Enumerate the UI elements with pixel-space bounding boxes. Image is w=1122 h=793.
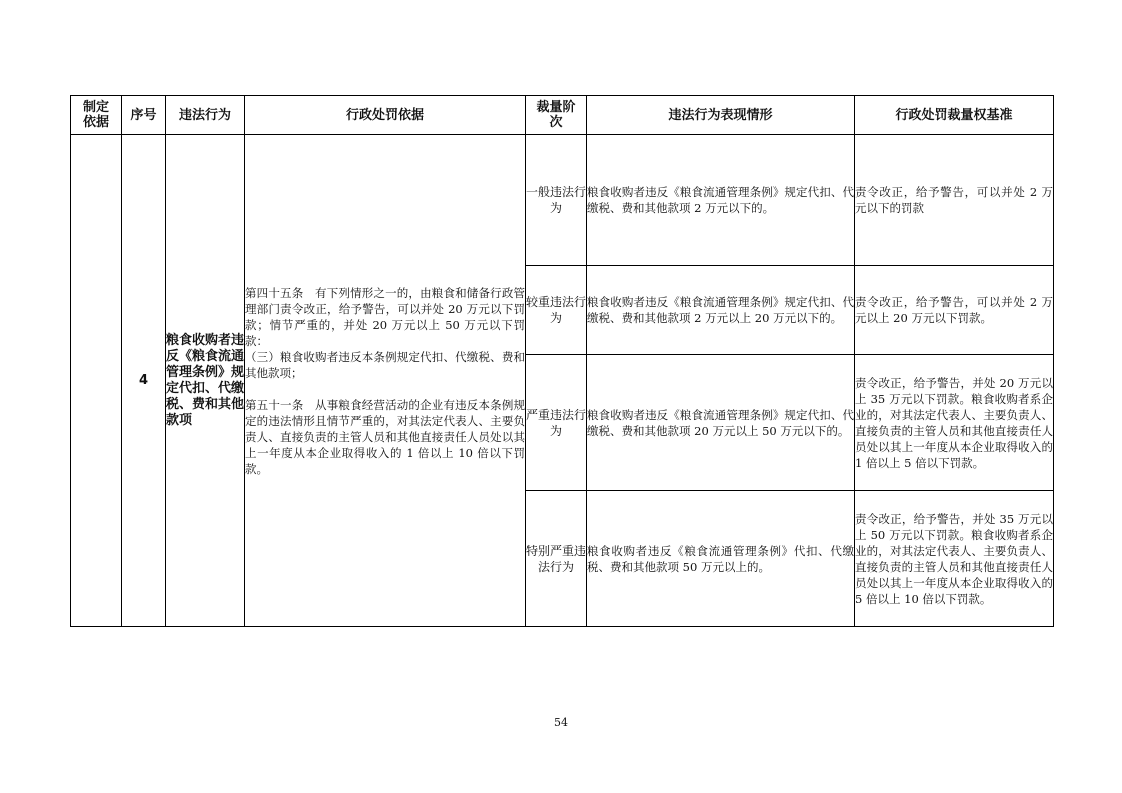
cell-level: 严重违法行为 bbox=[526, 355, 587, 491]
header-level: 裁量阶次 bbox=[526, 96, 587, 135]
cell-legal-basis bbox=[245, 135, 526, 627]
cell-standard: 责令改正，给予警告，可以并处 2 万元以下的罚款 bbox=[855, 135, 1054, 266]
header-row bbox=[71, 96, 1054, 135]
cell-standard: 责令改正，给予警告，并处 20 万元以上 35 万元以下罚款。粮食收购者系企业的，对其法定代表人、主要负责人、直接负责的主管人员和其他直接责任人员处以其上一年度从本企业取得收入的 1 倍以上 5 倍以下罚款。 bbox=[855, 355, 1054, 491]
cell-standard: 责令改正，给予警告，可以并处 2 万元以上 20 万元以下罚款。 bbox=[855, 266, 1054, 355]
cell-situation: 粮食收购者违反《粮食流通管理条例》规定代扣、代缴税、费和其他款项 20 万元以上 50 万元以下的。 bbox=[587, 355, 855, 491]
cell-level: 较重违法行为 bbox=[526, 266, 587, 355]
cell-violation: 粮食收购者违反《粮食流通管理条例》规定代扣、代缴税、费和其他款项 bbox=[166, 135, 245, 627]
header-violation: 违法行为 bbox=[166, 96, 245, 135]
header-standard: 行政处罚裁量权基准 bbox=[855, 96, 1054, 135]
cell-level: 一般违法行为 bbox=[526, 135, 587, 266]
penalty-discretion-table bbox=[70, 95, 1054, 627]
table-row bbox=[71, 135, 1054, 266]
cell-serial-number: 4 bbox=[122, 135, 166, 627]
cell-basis bbox=[71, 135, 122, 627]
page-number: 54 bbox=[554, 716, 568, 729]
header-legal-basis: 行政处罚依据 bbox=[245, 96, 526, 135]
cell-level: 特别严重违法行为 bbox=[526, 491, 587, 627]
cell-situation: 粮食收购者违反《粮食流通管理条例》代扣、代缴税、费和其他款项 50 万元以上的。 bbox=[587, 491, 855, 627]
header-no: 序号 bbox=[122, 96, 166, 135]
legal-article-45-item-3: （三）粮食收购者违反本条例规定代扣、代缴税、费和其他款项； bbox=[245, 349, 525, 380]
legal-article-51: 第五十一条 从事粮食经营活动的企业有违反本条例规定的违法情形且情节严重的，对其法定代表人、主要负责人、直接负责的主管人员和其他直接责任人员处以其上一年度从本企业取得收入的 1 倍以上 10 倍以下罚款。 bbox=[245, 397, 525, 476]
cell-standard: 责令改正，给予警告，并处 35 万元以上 50 万元以下罚款。粮食收购者系企业的，对其法定代表人、主要负责人、直接负责的主管人员和其他直接责任人员处以其上一年度从本企业取得收入的 5 倍以上 10 倍以下罚款。 bbox=[855, 491, 1054, 627]
header-situation: 违法行为表现情形 bbox=[587, 96, 855, 135]
legal-article-45: 第四十五条 有下列情形之一的，由粮食和储备行政管理部门责令改正，给予警告，可以并处 20 万元以下罚款；情节严重的，并处 20 万元以上 50 万元以下罚款： bbox=[245, 285, 525, 348]
header-basis: 制定依据 bbox=[71, 96, 122, 135]
cell-situation: 粮食收购者违反《粮食流通管理条例》规定代扣、代缴税、费和其他款项 2 万元以上 20 万元以下的。 bbox=[587, 266, 855, 355]
cell-situation: 粮食收购者违反《粮食流通管理条例》规定代扣、代缴税、费和其他款项 2 万元以下的。 bbox=[587, 135, 855, 266]
